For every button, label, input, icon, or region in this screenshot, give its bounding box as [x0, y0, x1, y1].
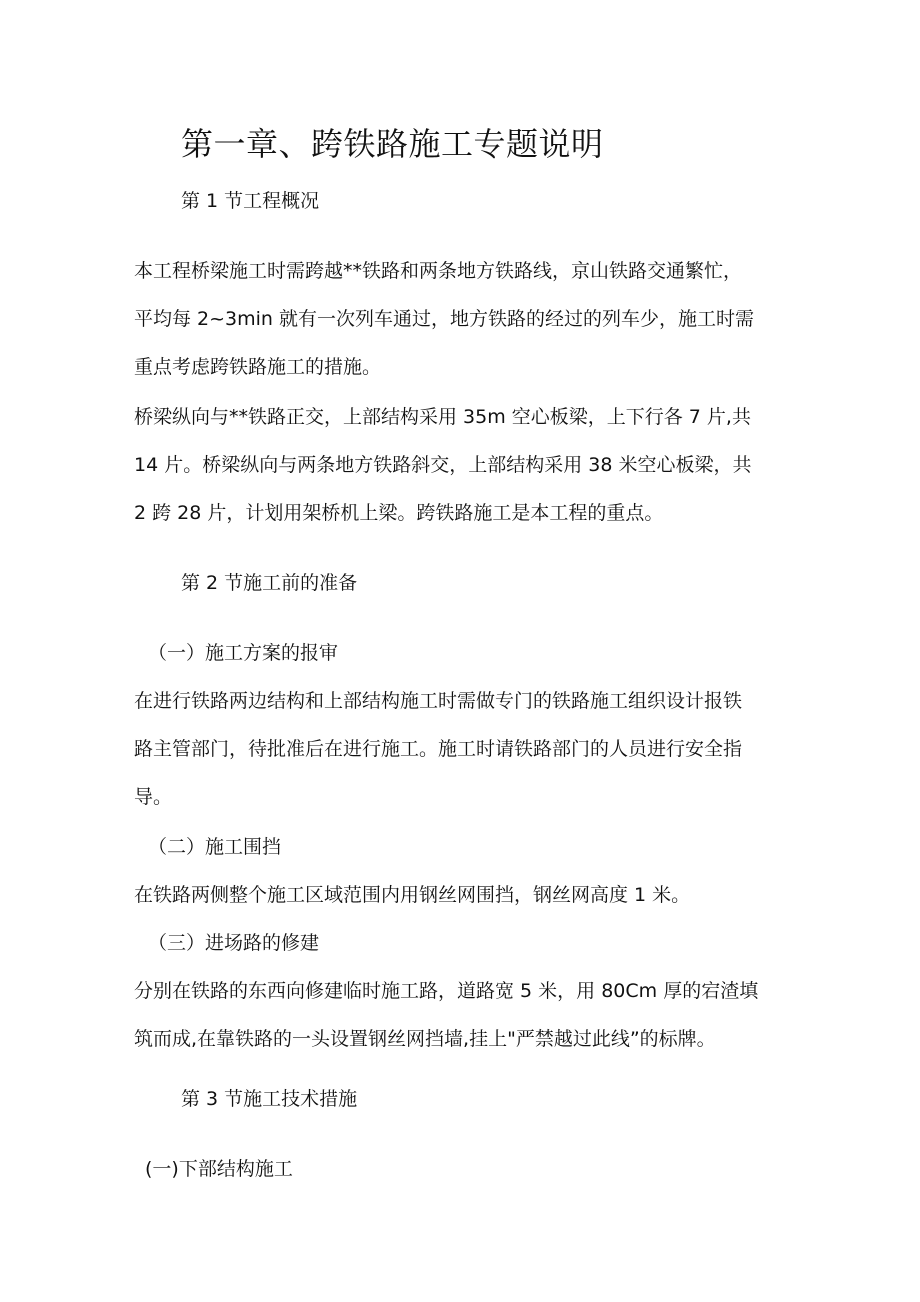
section-2-item-1-line-1: 在进行铁路两边结构和上部结构施工时需做专门的铁路施工组织设计报铁 — [134, 690, 743, 712]
section-1-para-2-line-3: 2 跨 28 片，计划用架桥机上梁。跨铁路施工是本工程的重点。 — [134, 502, 664, 524]
section-2-item-1-line-3: 导。 — [134, 786, 173, 808]
section-1-para-2-line-2: 14 片。桥梁纵向与两条地方铁路斜交，上部结构采用 38 米空心板梁，共 — [134, 454, 752, 476]
section-2-item-2-line-1: 在铁路两侧整个施工区域范围内用钢丝网围挡，钢丝网高度 1 米。 — [134, 884, 691, 906]
section-1-para-1-line-1: 本工程桥梁施工时需跨越**铁路和两条地方铁路线，京山铁路交通繁忙， — [134, 260, 743, 282]
section-1-para-1-line-2: 平均每 2~3min 就有一次列车通过，地方铁路的经过的列车少，施工时需 — [134, 308, 755, 330]
section-1-para-2-line-1: 桥梁纵向与**铁路正交，上部结构采用 35m 空心板梁，上下行各 7 片,共 — [134, 406, 751, 428]
section-1-heading: 第 1 节工程概况 — [181, 190, 320, 212]
section-2-item-2-heading: （二）施工围挡 — [148, 836, 282, 858]
section-3-item-1-heading: (一)下部结构施工 — [145, 1158, 293, 1180]
section-1-para-1-line-3: 重点考虑跨铁路施工的措施。 — [134, 356, 382, 378]
section-2-item-1-heading: （一）施工方案的报审 — [148, 642, 339, 664]
section-2-heading: 第 2 节施工前的准备 — [181, 572, 358, 594]
section-2-item-3-line-1: 分别在铁路的东西向修建临时施工路，道路宽 5 米，用 80Cm 厚的宕渣填 — [134, 980, 759, 1002]
section-3-heading: 第 3 节施工技术措施 — [181, 1088, 358, 1110]
section-2-item-3-line-2: 筑而成,在靠铁路的一头设置钢丝网挡墙,挂上"严禁越过此线”的标牌。 — [134, 1028, 716, 1050]
section-2-item-3-heading: （三）进场路的修建 — [148, 932, 320, 954]
section-2-item-1-line-2: 路主管部门，待批准后在进行施工。施工时请铁路部门的人员进行安全指 — [134, 738, 743, 760]
chapter-title: 第一章、跨铁路施工专题说明 — [181, 125, 604, 163]
